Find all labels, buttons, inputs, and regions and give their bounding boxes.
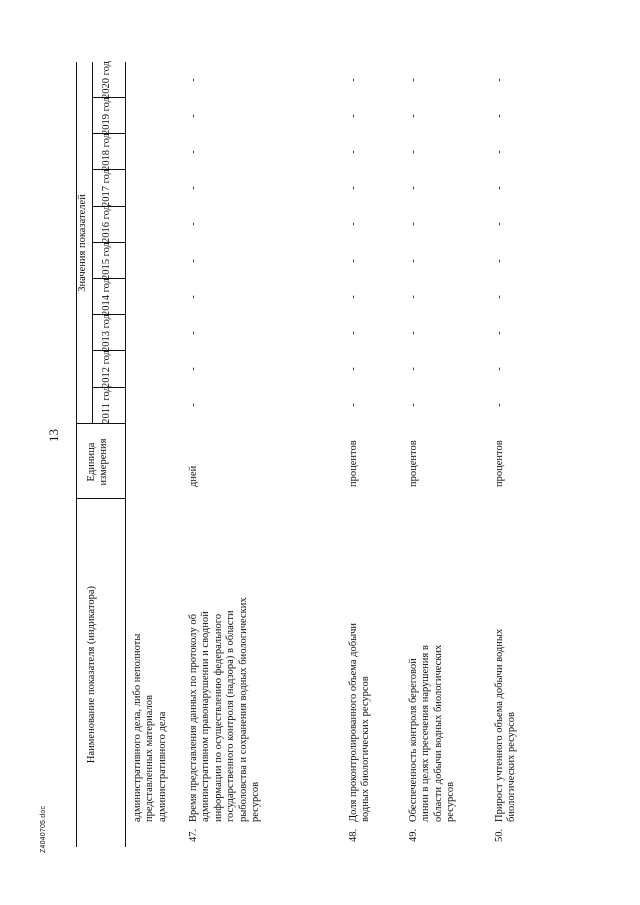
row-value: - — [188, 186, 199, 190]
row-value: - — [494, 114, 505, 118]
page-number: 13 — [46, 429, 61, 442]
row-indicator-name: Время представления данных по протоколу об административном правонарушении и сводной информации по осуществлению федерального государственного контроля (надзора) в области рыболовства и сохранения водных биологических ресурсов — [188, 597, 262, 822]
row-value: - — [348, 331, 359, 335]
header-year: 2014 год — [101, 278, 112, 316]
row-value: - — [408, 150, 419, 154]
row-value: - — [348, 114, 359, 118]
row-value: - — [494, 259, 505, 263]
row-value: - — [348, 259, 359, 263]
row-value: - — [494, 403, 505, 407]
row-value: - — [188, 331, 199, 335]
header-year: 2013 год — [101, 314, 112, 352]
row-value: - — [408, 114, 419, 118]
row-value: - — [348, 150, 359, 154]
row-value: - — [494, 186, 505, 190]
header-year: 2020 год — [101, 61, 112, 99]
row-value: - — [494, 331, 505, 335]
row-value: - — [188, 403, 199, 407]
header-year: 2018 год — [101, 133, 112, 171]
row-unit: дней — [188, 465, 199, 487]
row-value: - — [188, 295, 199, 299]
header-values: Значения показателей — [77, 194, 88, 292]
row-value: - — [494, 367, 505, 371]
row-value: - — [494, 295, 505, 299]
row-value: - — [408, 186, 419, 190]
values-group-rule — [92, 62, 93, 424]
row-indicator-name: Прирост учтенного объема добычи водных биологических ресурсов — [494, 628, 518, 822]
row-unit: процентов — [408, 440, 419, 487]
row-value: - — [188, 259, 199, 263]
row-value: - — [408, 78, 419, 82]
row-value: - — [408, 367, 419, 371]
row-unit: процентов — [494, 440, 505, 487]
row-unit: процентов — [348, 440, 359, 487]
row-value: - — [494, 78, 505, 82]
row-indicator-name: Доля проконтролированного объема добычи водных биологических ресурсов — [348, 622, 372, 822]
row-indicator-name: административного дела, либо неполноты представленных материалов административного дела — [132, 633, 168, 822]
footer-doc-code: Z4040705.doc — [40, 805, 47, 853]
row-value: - — [408, 222, 419, 226]
row-number: 47. — [188, 828, 199, 842]
row-indicator-name: Обеспеченность контроля береговой линии в целях пресечения нарушения в области добычи водных биологических ресурсов — [408, 644, 457, 822]
row-number: 48. — [348, 828, 359, 842]
header-year: 2019 год — [101, 97, 112, 135]
row-value: - — [348, 295, 359, 299]
row-value: - — [348, 367, 359, 371]
row-value: - — [188, 114, 199, 118]
row-value: - — [408, 403, 419, 407]
indicator-table — [76, 62, 551, 847]
row-value: - — [188, 150, 199, 154]
row-value: - — [188, 367, 199, 371]
header-year: 2011 год — [101, 386, 112, 424]
row-value: - — [408, 295, 419, 299]
header-bottom-rule — [125, 62, 126, 847]
row-value: - — [494, 150, 505, 154]
row-value: - — [348, 222, 359, 226]
header-unit: Единица измерения — [86, 438, 110, 486]
row-value: - — [408, 259, 419, 263]
header-year: 2012 год — [101, 350, 112, 388]
row-value: - — [188, 78, 199, 82]
header-indicator-name: Наименование показателя (индикатора) — [86, 585, 97, 764]
header-year: 2017 год — [101, 169, 112, 207]
row-value: - — [408, 331, 419, 335]
row-value: - — [348, 186, 359, 190]
row-value: - — [348, 78, 359, 82]
row-value: - — [494, 222, 505, 226]
row-number: 50. — [494, 828, 505, 842]
row-number: 49. — [408, 828, 419, 842]
header-year: 2015 год — [101, 242, 112, 280]
header-year: 2016 год — [101, 205, 112, 243]
row-value: - — [188, 222, 199, 226]
col-divider — [76, 498, 126, 499]
row-value: - — [348, 403, 359, 407]
